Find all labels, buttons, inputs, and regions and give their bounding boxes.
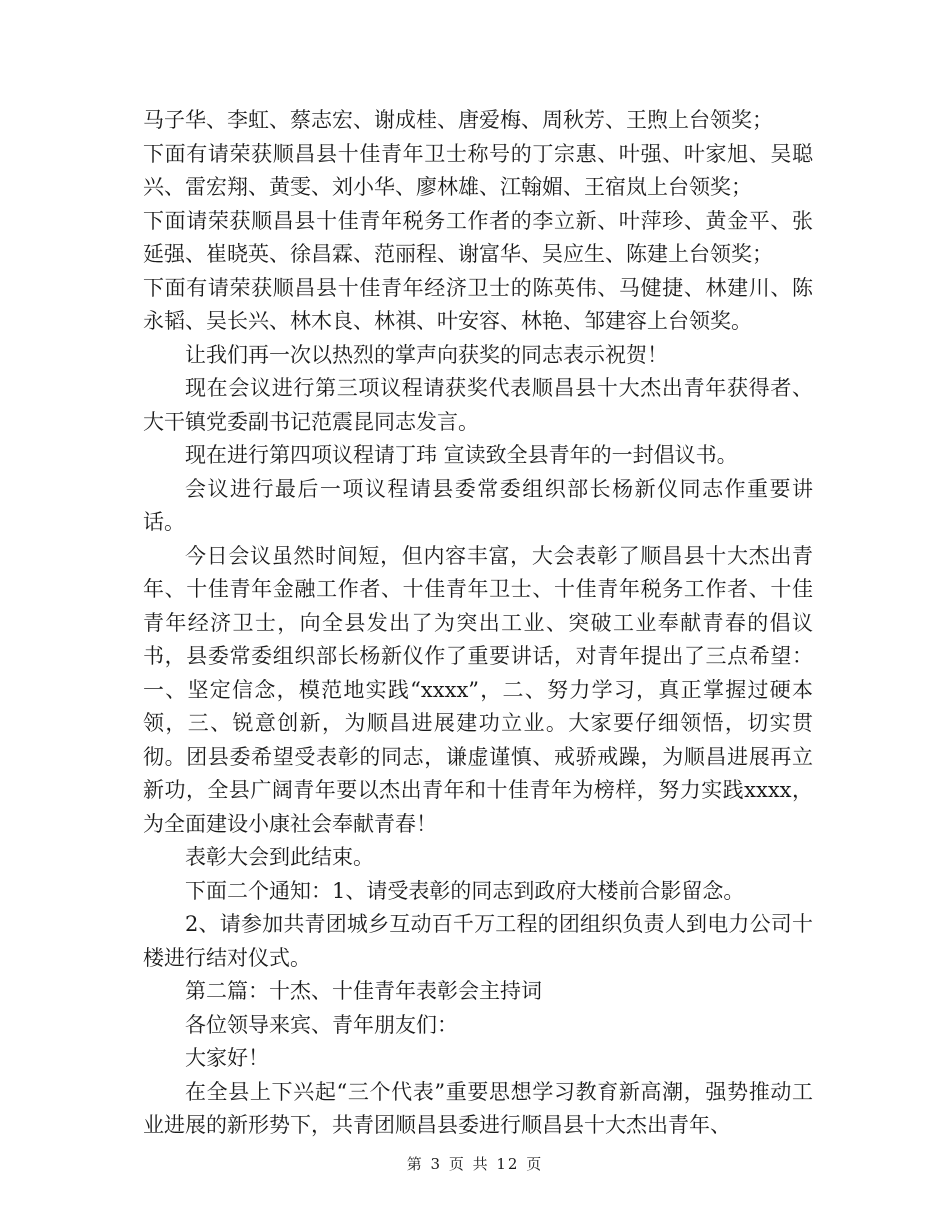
paragraph: 下面请荣获顺昌县十佳青年税务工作者的李立新、叶萍珍、黄金平、张延强、崔晓英、徐昌霖、范丽程、谢富华、吴应生、陈建上台领奖； [143,208,813,266]
paragraph: 会议进行最后一项议程请县委常委组织部长杨新仪同志作重要讲话。 [143,476,813,534]
paragraph: 下面二个通知：1、请受表彰的同志到政府大楼前合影留念。 [185,878,745,903]
paragraph: 今日会议虽然时间短，但内容丰富，大会表彰了顺昌县十大杰出青年、十佳青年金融工作者、十佳青年卫士、十佳青年税务工作者、十佳青年经济卫士，向全县发出了为突出工业、突破工业奉献青春的倡议书，县委常委组织部长杨新仪作了重要讲话，对青年提出了三点希望：一、坚定信念，模范地实践“xxxx”，二、努力学习，真正掌握过硬本领，三、锐意创新，为顺昌进展建功立业。大家要仔细领悟，切实贯彻。团县委希望受表彰的同志，谦虚谨慎、戒骄戒躁，为顺昌进展再立新功，全县广阔青年要以杰出青年和十佳青年为榜样，努力实践xxxx，为全面建设小康社会奉献青春！ [143,543,813,836]
paragraph: 大家好！ [185,1046,269,1070]
paragraph: 下面有请荣获顺昌县十佳青年卫士称号的丁宗惠、叶强、叶家旭、吴聪兴、雷宏翔、黄雯、刘小华、廖林雄、江翰媚、王宿岚上台领奖； [143,141,813,199]
paragraph: 各位领导来宾、青年朋友们： [185,1012,458,1037]
paragraph: 马子华、李虹、蔡志宏、谢成桂、唐爱梅、周秋芳、王煦上台领奖； [143,108,773,132]
paragraph: 表彰大会到此结束。 [185,845,374,869]
section-heading: 第二篇：十杰、十佳青年表彰会主持词 [185,979,542,1003]
paragraph: 现在进行第四项议程请丁玮 宣读致全县青年的一封倡议书。 [185,443,738,467]
document-body [143,104,813,1143]
paragraph: 在全县上下兴起“三个代表”重要思想学习教育新高潮，强势推动工业进展的新形势下，共青团顺昌县委进行顺昌县十大杰出青年、 [143,1079,813,1137]
paragraph: 现在会议进行第三项议程请获奖代表顺昌县十大杰出青年获得者、大干镇党委副书记范震昆同志发言。 [143,376,813,434]
paragraph: 让我们再一次以热烈的掌声向获奖的同志表示祝贺！ [185,342,668,367]
page-footer: 第 3 页 共 12 页 [406,1155,544,1173]
paragraph: 2、请参加共青团城乡互动百千万工程的团组织负责人到电力公司十楼进行结对仪式。 [143,912,813,970]
paragraph: 下面有请荣获顺昌县十佳青年经济卫士的陈英伟、马健捷、林建川、陈永韬、吴长兴、林木良、林祺、叶安容、林艳、邹建容上台领奖。 [143,275,813,333]
